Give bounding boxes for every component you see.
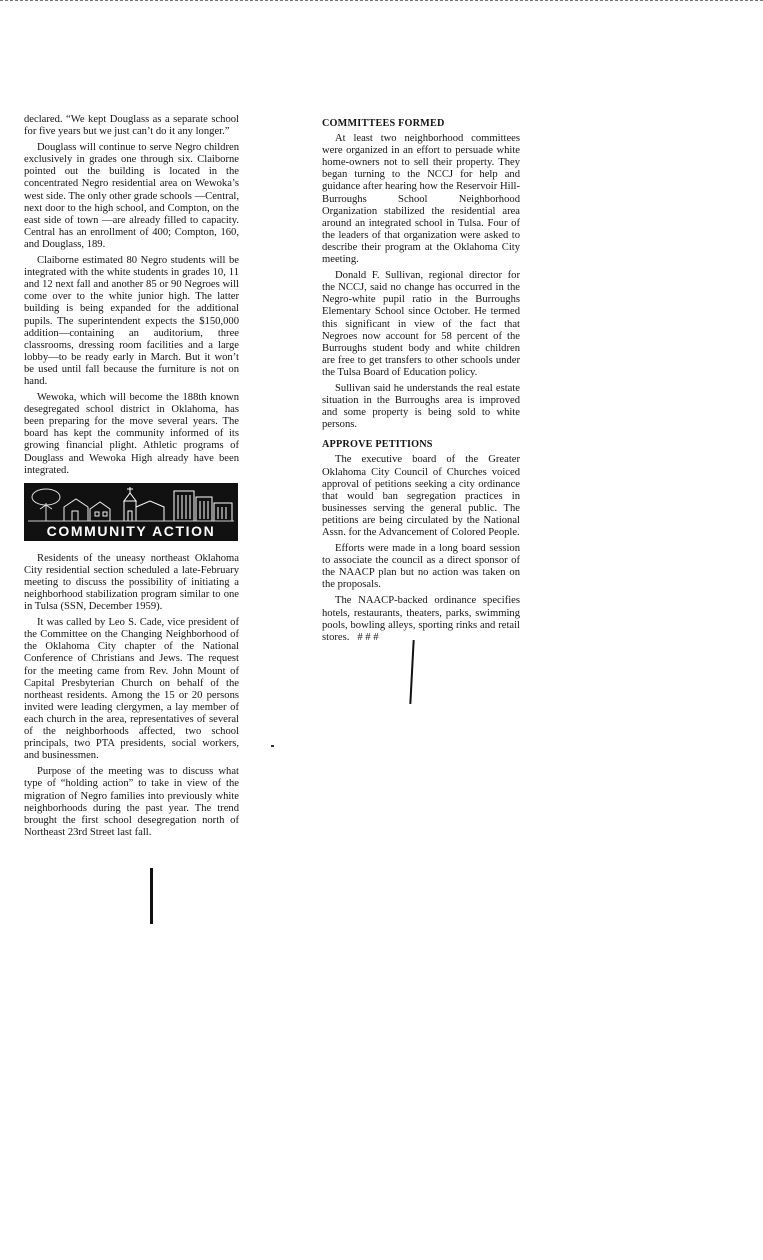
- article-paragraph: Wewoka, which will become the 188th known desegregated school district in Oklahoma, has been preparing for the move several years. The board has kept the community informed of its growing financial plight. Athletic programs of Douglass and Wewoka High already have been integrated.: [24, 392, 239, 476]
- scan-streak: [150, 868, 153, 924]
- article-paragraph: Purpose of the meeting was to discuss what type of “holding action” to take in view of the migration of Negro families into previously white neighborhoods during the past year. The trend brought the first school desegregation north of Northeast 23rd Street last fall.: [24, 766, 239, 838]
- article-paragraph: [322, 595, 520, 643]
- article-paragraph: Donald F. Sullivan, regional director for the NCCJ, said no change has occurred in the Negro-white pupil ratio in the Burroughs Elementary School since October. He termed this significant in view of the fact that Negroes now account for 58 percent of the Burroughs student body and white children are free to get transfers to other schools under the Tulsa Board of Education policy.: [322, 270, 520, 378]
- community-action-banner: [24, 483, 238, 541]
- page-top-edge: [0, 0, 763, 6]
- article-paragraph: It was called by Leo S. Cade, vice president of the Committee on the Changing Neighborhood of the Oklahoma City chapter of the National Conference of Christians and Jews. The request for the meeting came from Rev. John Mount of Capital Presbyterian Church on behalf of the northeast residents. Among the 15 or 20 persons invited were leading clergymen, a lay member of each church in the area, representatives of several of the neighborhoods affected, two school principals, two PTA presidents, social workers, and businessmen.: [24, 617, 239, 762]
- article-paragraph: The executive board of the Greater Oklahoma City Council of Churches voiced approval of petitions seeking a city ordinance that would ban segregation practices in businesses serving the general public. The petitions are being circulated by the National Assn. for the Advancement of Colored People.: [322, 454, 520, 538]
- article-paragraph: Douglass will continue to serve Negro children exclusively in grades one through six. Claiborne pointed out the building is located in the concentrated Negro residential area on Wewoka’s west side. The only other grade schools —Central, next door to the high school, and Compton, on the east side of town —are already filled to capacity. Central has an enrollment of 400; Compton, 160, and Douglass, 189.: [24, 142, 239, 250]
- banner-title: COMMUNITY ACTION: [46, 522, 216, 539]
- pen-mark: [409, 640, 414, 704]
- scan-speck: [271, 745, 274, 747]
- article-paragraph: Residents of the uneasy northeast Oklahoma City residential section scheduled a late-February meeting to discuss the possibility of initiating a neighborhood stabilization program similar to one in Tulsa (SSN, December 1959).: [24, 552, 239, 613]
- end-mark: # # #: [357, 631, 379, 643]
- article-paragraph: Claiborne estimated 80 Negro students will be integrated with the white students in grades 10, 11 and 12 next fall and another 85 or 90 Negroes will come over to the white junior high. The latter building is being expanded for the additional pupils. The superintendent expects the $150,000 addition—containing an auditorium, three classrooms, dressing room facilities and a large lobby—to be ready early in March. But it won’t be used until fall because the furniture is not on hand.: [24, 255, 239, 387]
- article-paragraph: At least two neighborhood committees were organized in an effort to persuade white home-owners not to sell their property. They began turning to the NCCJ for help and guidance after hearing how the Reservoir Hill-Burroughs School Neighborhood Organization stabilized the residential area around an integrated school in Tulsa. Four of the leaders of that organization were asked to describe their program at the Oklahoma City meeting.: [322, 133, 520, 266]
- left-column: [24, 114, 239, 843]
- article-paragraph: Efforts were made in a long board session to associate the council as a direct sponsor of the NAACP plan but no action was taken on the proposals.: [322, 543, 520, 591]
- article-paragraph: Sullivan said he understands the real estate situation in the Burroughs area is improved and some property is being sold to white persons.: [322, 382, 520, 431]
- article-paragraph-text: The NAACP-backed ordinance specifies hotels, restaurants, theaters, parks, swimming pools, bowling alleys, sporting rinks and retail stores.: [322, 595, 520, 643]
- section-heading: APPROVE PETITIONS: [322, 439, 433, 451]
- section-heading: COMMITTEES FORMED: [322, 118, 445, 129]
- article-paragraph: declared. “We kept Douglass as a separate school for five years but we just can’t do it any longer.”: [24, 114, 239, 138]
- right-column: [322, 118, 520, 648]
